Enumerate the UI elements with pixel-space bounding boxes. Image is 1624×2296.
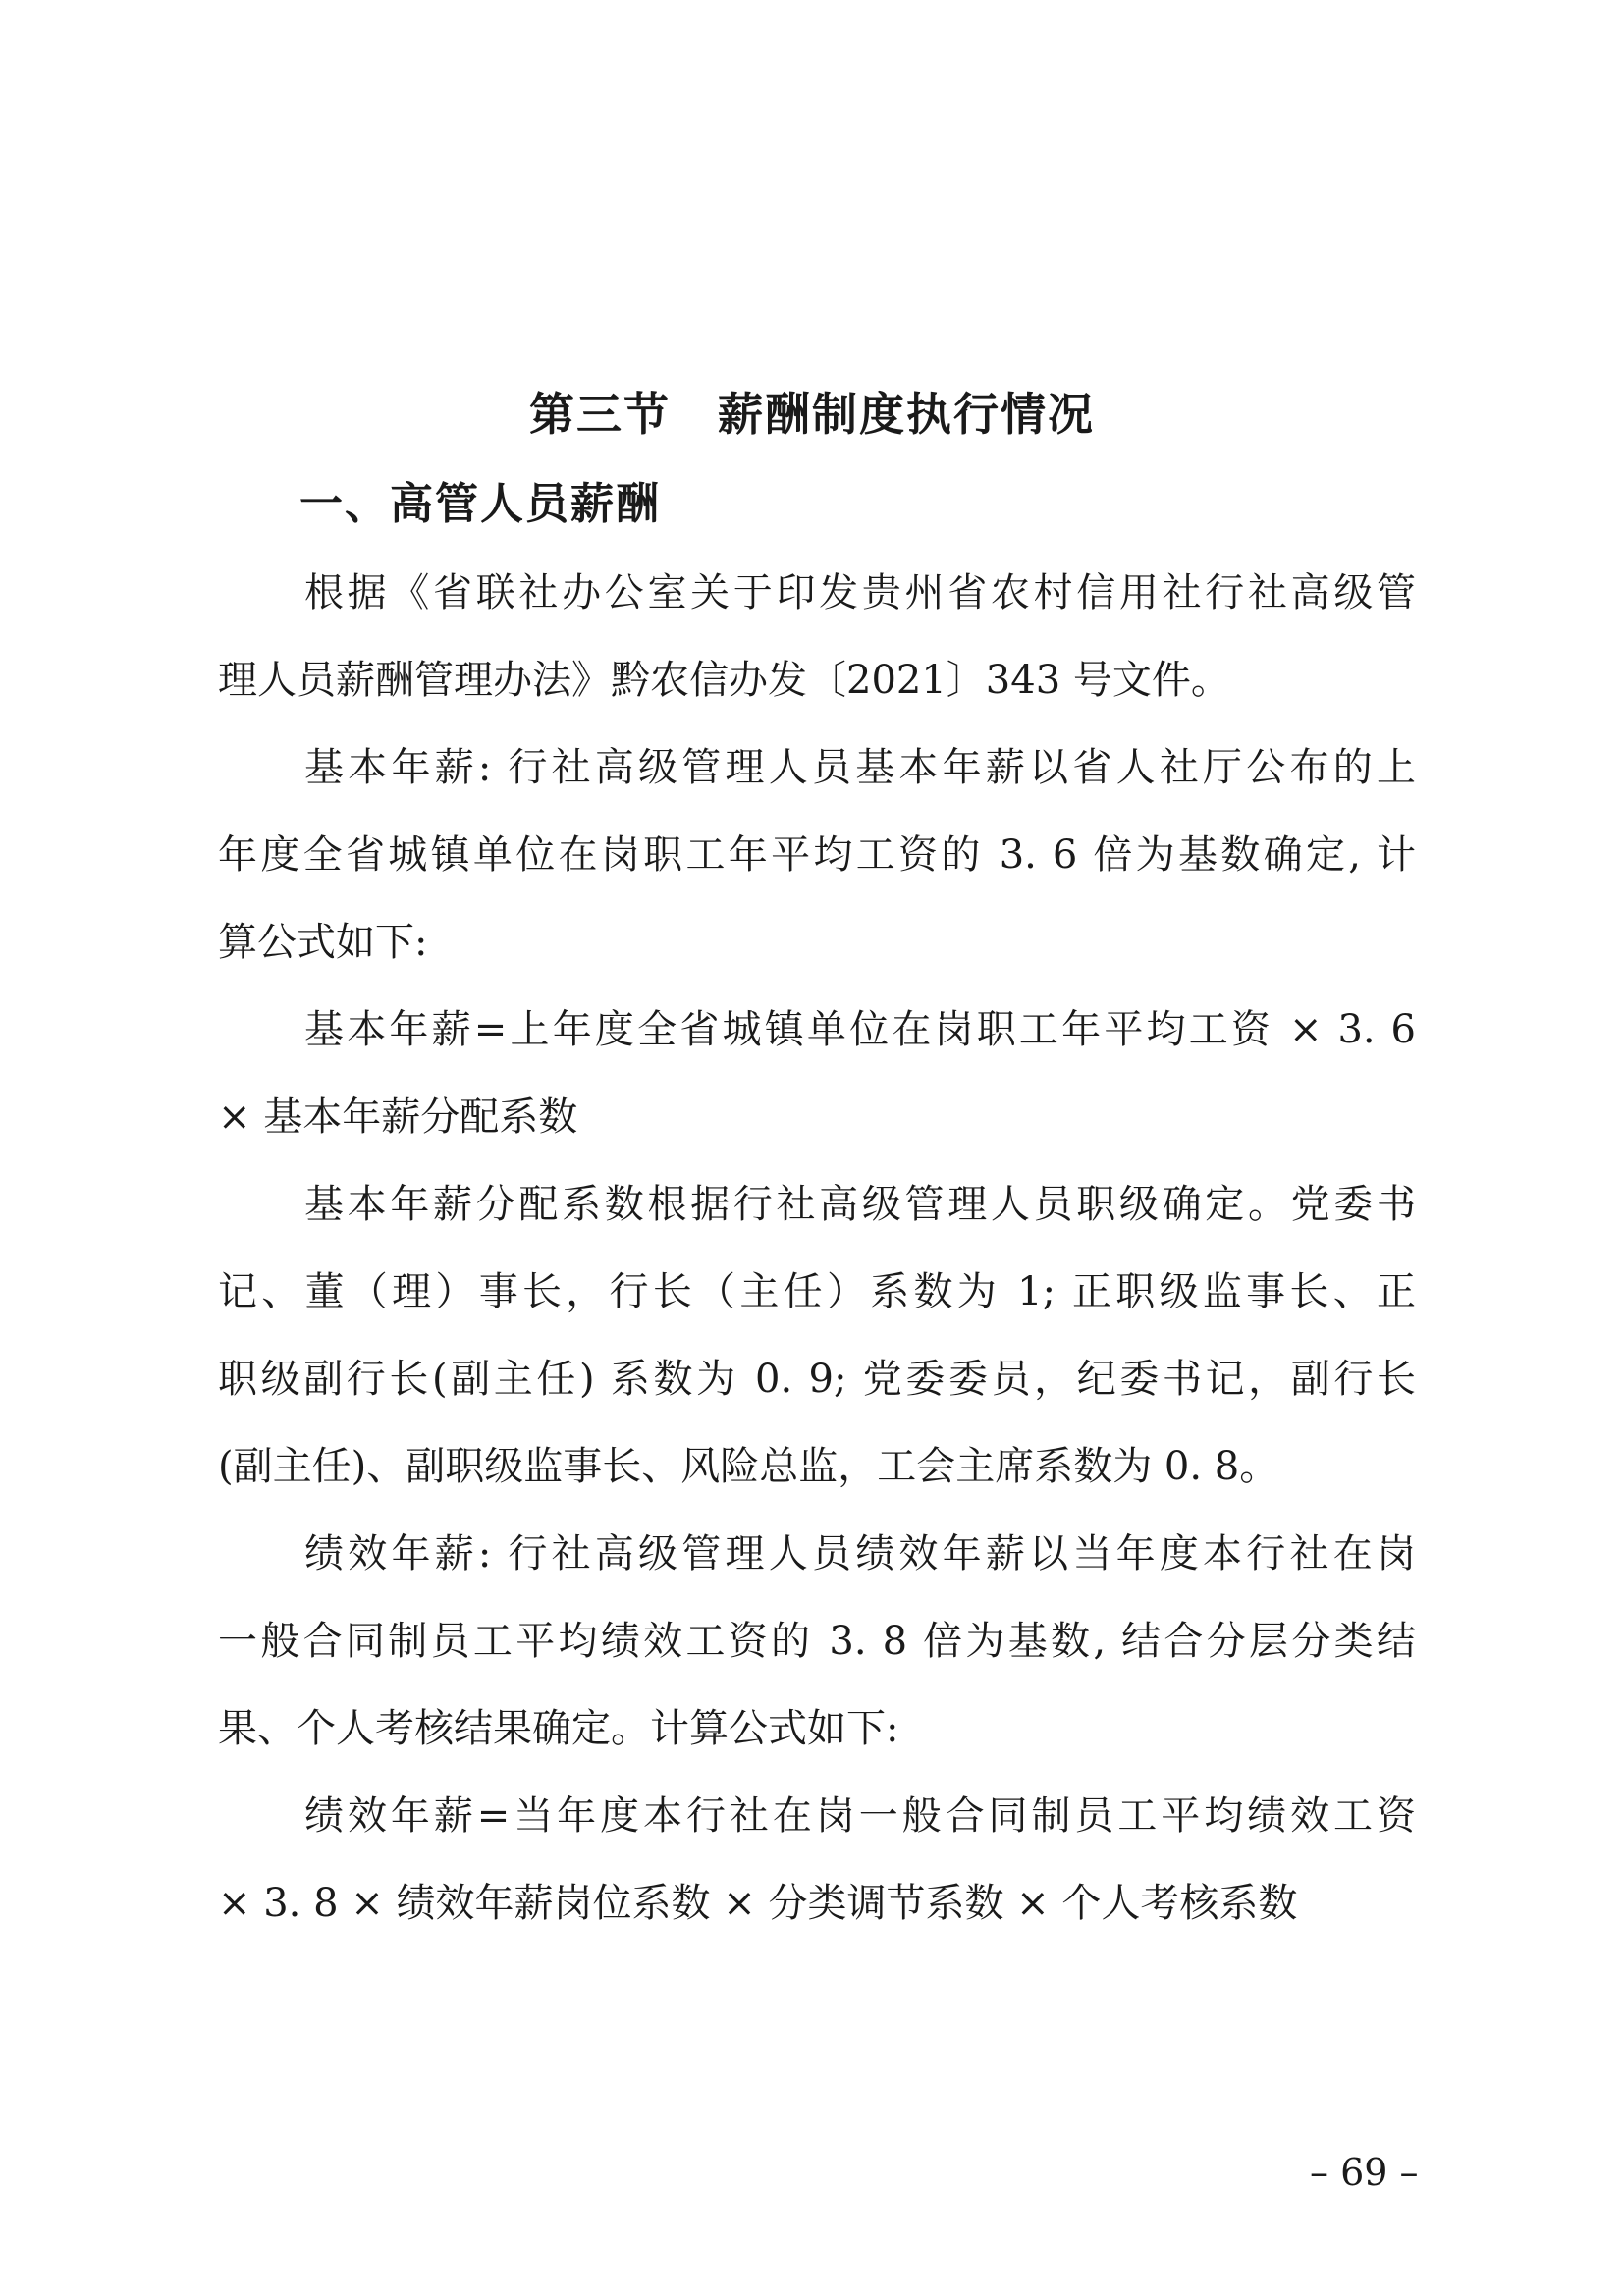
paragraph-line: 一般合同制员工平均绩效工资的 3. 8 倍为基数, 结合分层分类结 <box>218 1619 1416 1664</box>
paragraph-line: 基本年薪: 行社高级管理人员基本年薪以省人社厅公布的上 <box>304 745 1416 790</box>
paragraph-line: 职级副行长(副主任) 系数为 0. 9; 党委委员，纪委书记，副行长 <box>218 1357 1416 1402</box>
paragraph-line: 基本年薪分配系数根据行社高级管理人员职级确定。党委书 <box>304 1182 1416 1227</box>
paragraph-line: 理人员薪酬管理办法》黔农信办发〔2021〕343 号文件。 <box>218 658 1230 703</box>
paragraph-line: 记、董（理）事长，行长（主任）系数为 1; 正职级监事长、正 <box>218 1269 1416 1314</box>
formula-line: × 3. 8 × 绩效年薪岗位系数 × 分类调节系数 × 个人考核系数 <box>218 1881 1298 1926</box>
paragraph-line: 绩效年薪: 行社高级管理人员绩效年薪以当年度本行社在岗 <box>304 1531 1416 1576</box>
page-number: – 69 – <box>1310 2151 1419 2194</box>
formula-line: 基本年薪=上年度全省城镇单位在岗职工年平均工资 × 3. 6 <box>304 1007 1416 1052</box>
paragraph-line: 根据《省联社办公室关于印发贵州省农村信用社行社高级管 <box>304 570 1416 615</box>
paragraph-line: 算公式如下: <box>218 920 428 965</box>
section-title: 第三节 薪酬制度执行情况 <box>529 388 1095 441</box>
subheading-executive-pay: 一、高管人员薪酬 <box>299 479 661 529</box>
formula-line: 绩效年薪=当年度本行社在岗一般合同制员工平均绩效工资 <box>304 1793 1416 1839</box>
paragraph-line: 年度全省城镇单位在岗职工年平均工资的 3. 6 倍为基数确定, 计 <box>218 832 1416 878</box>
paragraph-line: (副主任)、副职级监事长、风险总监，工会主席系数为 0. 8。 <box>218 1444 1279 1489</box>
paragraph-line: 果、个人考核结果确定。计算公式如下: <box>218 1706 899 1751</box>
formula-line: × 基本年薪分配系数 <box>218 1095 578 1140</box>
